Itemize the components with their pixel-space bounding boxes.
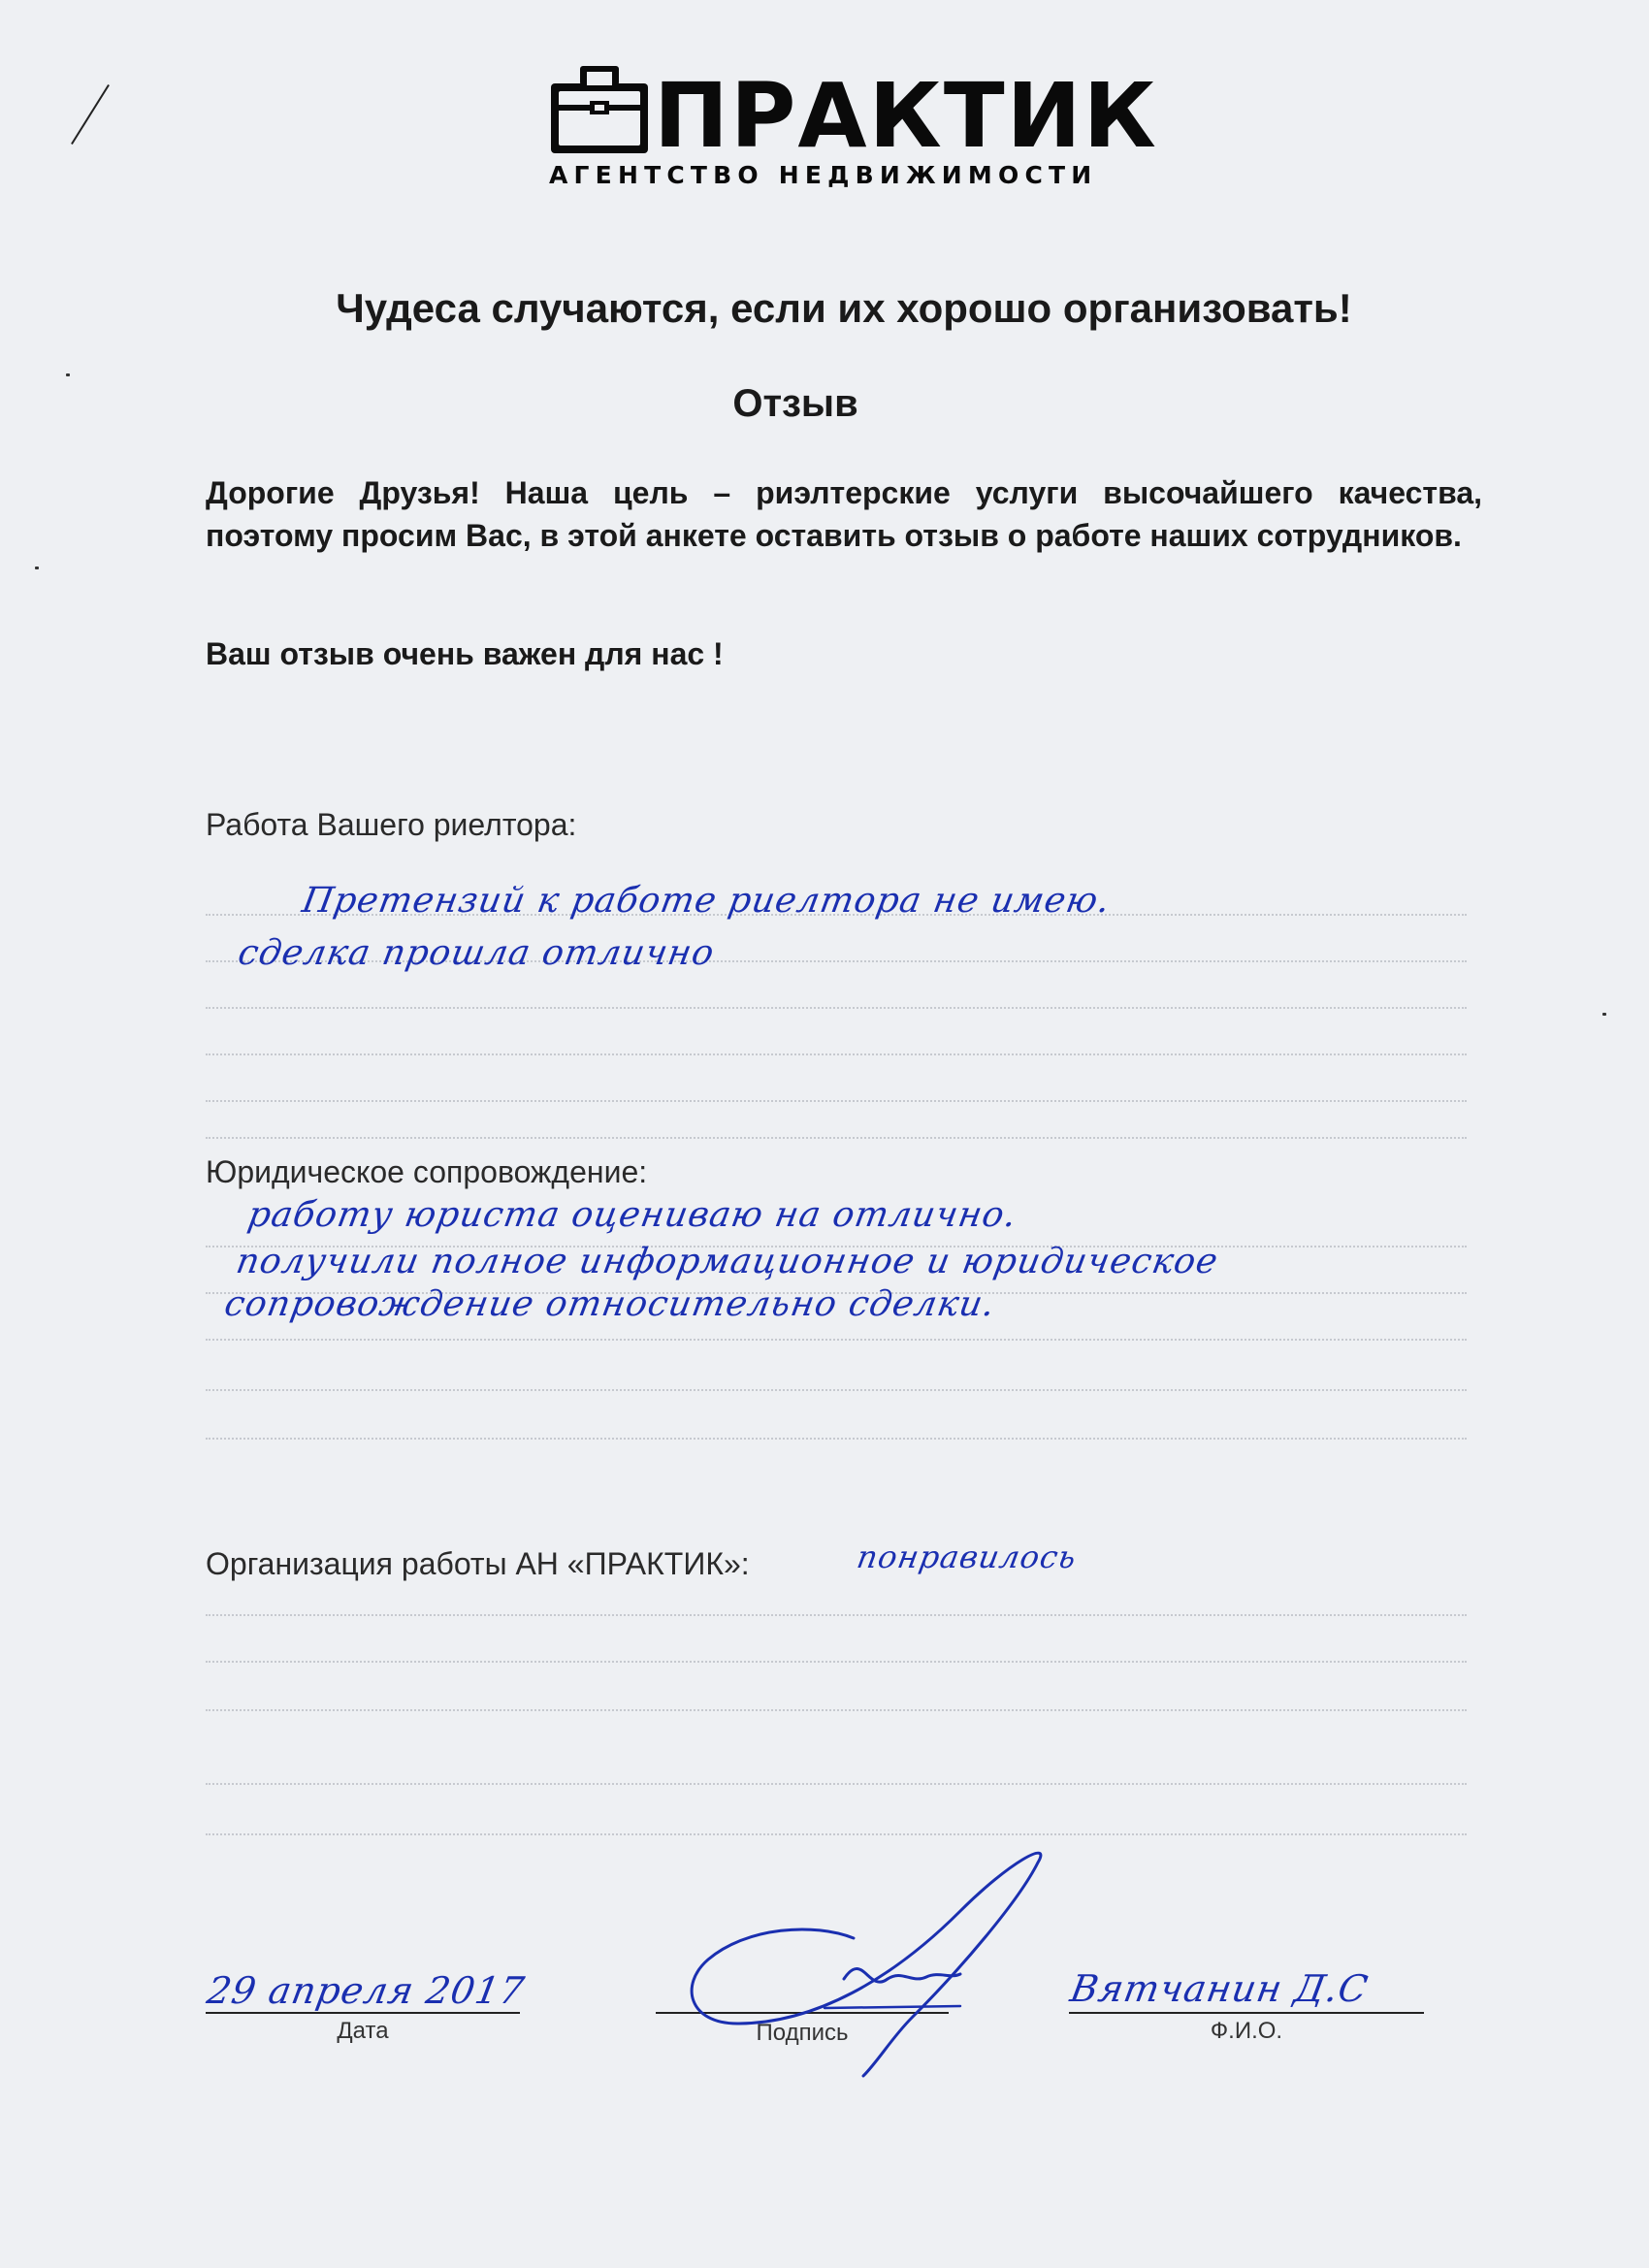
question-organization-label: Организация работы АН «ПРАКТИК»:	[206, 1546, 750, 1581]
name-caption: Ф.И.О.	[1210, 2018, 1283, 2044]
pen-mark	[71, 84, 110, 145]
answer-line	[206, 1100, 1467, 1102]
date-caption: Дата	[337, 2018, 389, 2044]
answer-line	[206, 1053, 1467, 1055]
important-note: Ваш отзыв очень важен для нас !	[206, 636, 724, 671]
question-realtor-label: Работа Вашего риелтора:	[206, 807, 577, 842]
scan-speck	[1602, 1013, 1606, 1016]
answer-line	[206, 1137, 1467, 1139]
scan-speck	[35, 567, 39, 569]
handwritten-answer: сопровождение относительно сделки.	[221, 1284, 999, 1324]
answer-line	[206, 1389, 1467, 1391]
answer-line	[206, 1007, 1467, 1009]
name-line	[1069, 2012, 1424, 2014]
briefcase-icon	[545, 60, 652, 157]
answer-line	[206, 1783, 1467, 1785]
slogan: Чудеса случаются, если их хорошо организовать!	[336, 285, 1352, 331]
brand-subtitle: АГЕНТСТВО НЕДВИЖИМОСТИ	[549, 161, 1098, 189]
handwritten-answer: понравилось	[854, 1539, 1081, 1575]
name-value: Вятчанин Д.С	[1067, 1967, 1372, 2010]
intro-text: Дорогие Друзья! Наша цель – риэлтерские услуги высочайшего качества, поэтому просим Вас, в этой анкете оставить отзыв о работе наших сотрудников.	[206, 475, 1482, 553]
scan-speck	[66, 373, 70, 376]
answer-line	[206, 1339, 1467, 1341]
question-legal-label: Юридическое сопровождение:	[206, 1154, 648, 1189]
handwritten-answer: сделка прошла отлично	[235, 933, 718, 973]
page-title: Отзыв	[732, 382, 858, 425]
date-line	[206, 2012, 520, 2014]
handwritten-answer: работу юриста оцениваю на отлично.	[244, 1195, 1020, 1235]
brand-name: ПРАКТИК	[654, 64, 1158, 168]
answer-line	[206, 1709, 1467, 1711]
signature-caption: Подпись	[756, 2020, 849, 2046]
handwritten-answer: получили полное информационное и юридическое	[233, 1242, 1222, 1281]
answer-line	[206, 1614, 1467, 1616]
answer-line	[206, 1661, 1467, 1663]
date-value: 29 апреля 2017	[204, 1969, 529, 2012]
brand-logo	[545, 60, 1158, 196]
handwritten-answer: Претензий к работе риелтора не имею.	[299, 881, 1115, 921]
answer-line	[206, 1438, 1467, 1440]
signature	[669, 1833, 1077, 2086]
